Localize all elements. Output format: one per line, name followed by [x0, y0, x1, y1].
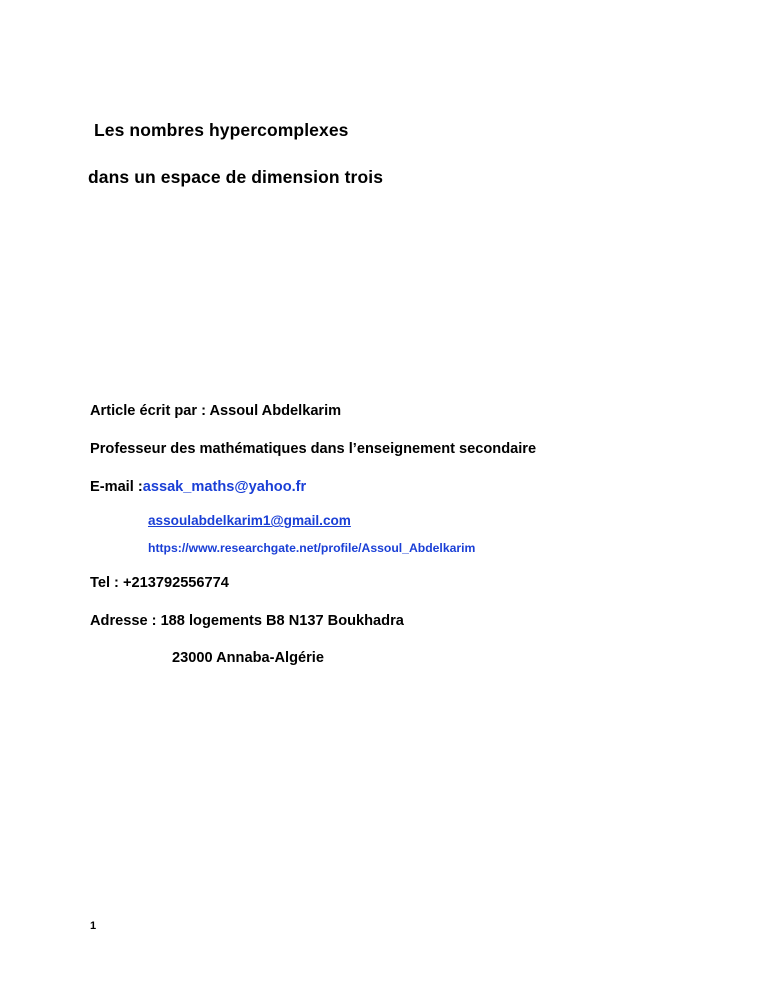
author-byline: Article écrit par : Assoul Abdelkarim: [90, 403, 342, 419]
author-affiliation: Professeur des mathématiques dans l’enseignement secondaire: [90, 440, 537, 457]
email-secondary-row: [90, 513, 710, 528]
author-address-line-2: 23000 Annaba-Algérie: [172, 650, 324, 667]
researchgate-row: [90, 541, 710, 555]
author-phone: Tel : +213792556774: [90, 575, 229, 592]
author-block: [90, 404, 710, 689]
email-row: [90, 479, 710, 495]
email-secondary-link[interactable]: assoulabdelkarim1@gmail.com: [148, 513, 351, 529]
email-primary-link[interactable]: assak_maths@yahoo.fr: [142, 479, 307, 496]
page-title-line-1: Les nombres hypercomplexes: [94, 120, 349, 140]
researchgate-profile-link[interactable]: https://www.researchgate.net/profile/Assoul_Abdelkarim: [148, 541, 476, 556]
page-number: 1: [90, 920, 97, 932]
author-address-line-1: Adresse : 188 logements B8 N137 Boukhadra: [90, 612, 404, 629]
email-label: E-mail :: [90, 479, 143, 496]
page-title-line-2: dans un espace de dimension trois: [88, 166, 384, 187]
title-block: [88, 122, 688, 186]
